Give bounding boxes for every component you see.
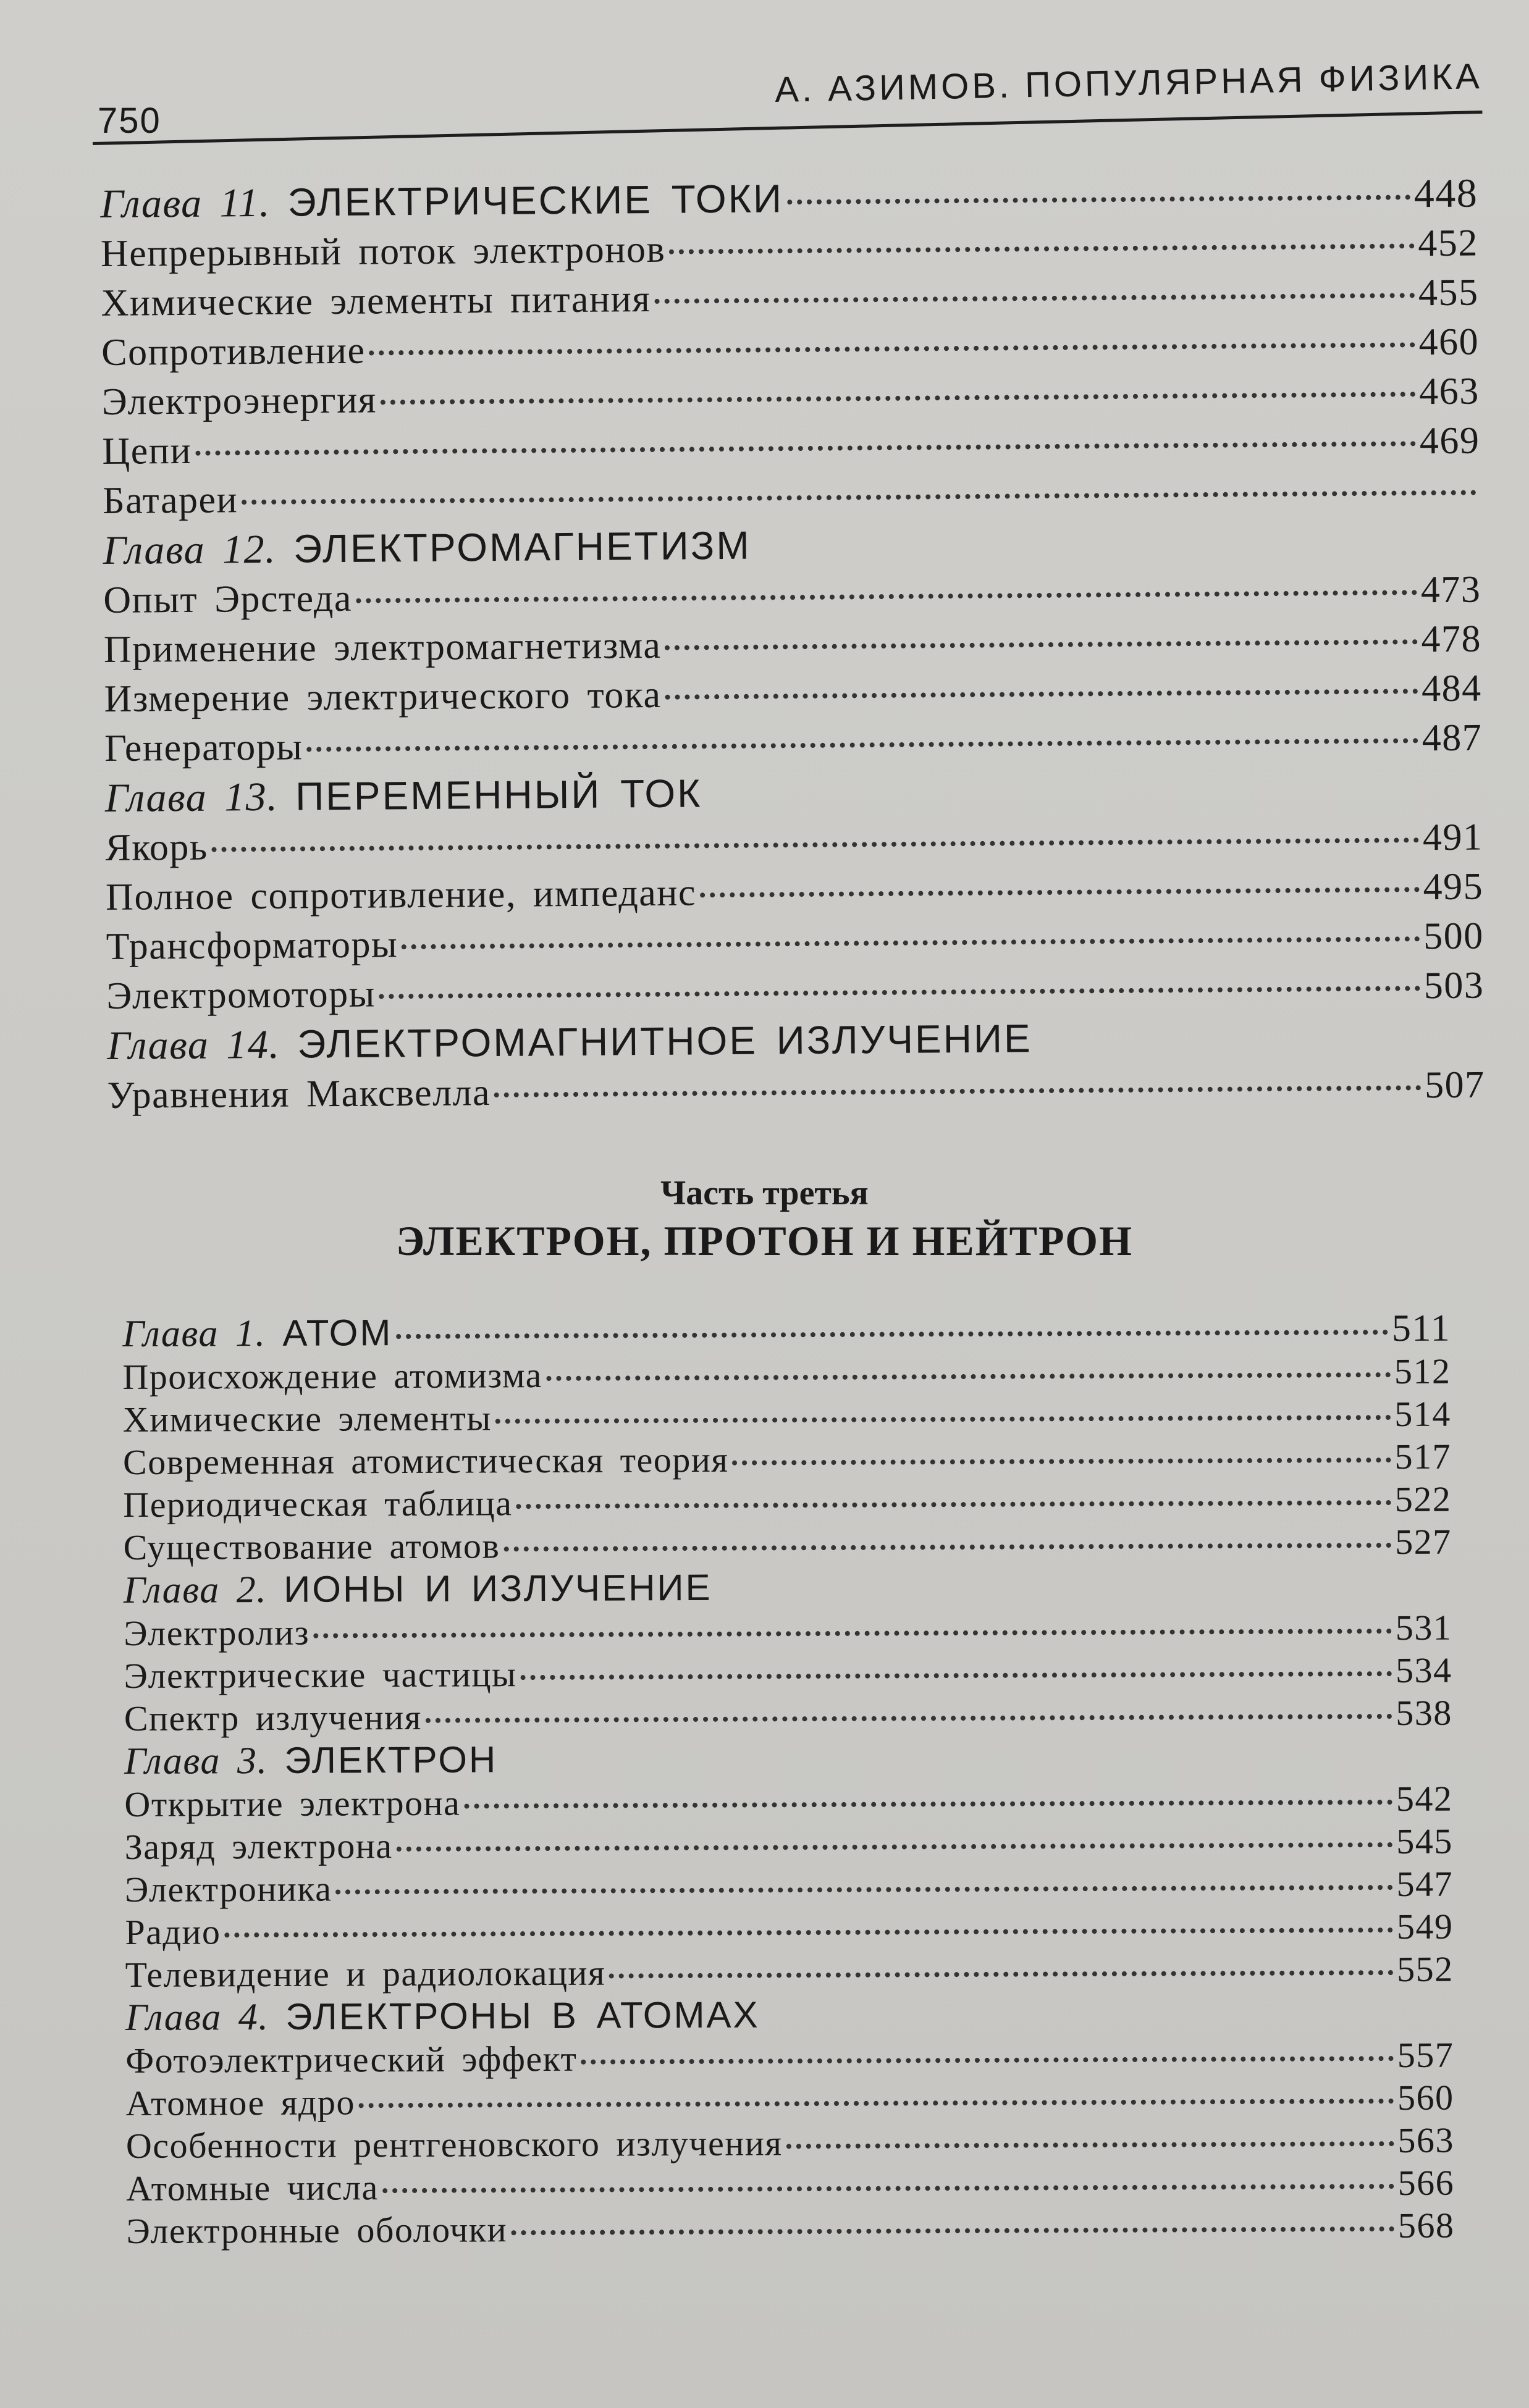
dot-leader <box>669 243 1414 254</box>
section-title: Полное сопротивление, импеданс <box>105 871 697 918</box>
part-title: ЭЛЕКТРОН, ПРОТОН И НЕЙТРОН <box>396 1217 1133 1264</box>
dot-leader <box>195 441 1416 456</box>
dot-leader <box>313 1629 1392 1638</box>
chapter-heading <box>122 1311 392 1356</box>
toc-section-entry <box>126 2162 1454 2210</box>
dot-leader <box>665 689 1418 700</box>
section-title: Применение электромагнетизма <box>103 624 662 671</box>
chapter-label: Глава 3. <box>124 1739 268 1782</box>
chapter-title: ЭЛЕКТРИЧЕСКИЕ ТОКИ <box>287 176 784 225</box>
toc-section-entry <box>126 2204 1454 2252</box>
page-ref: 511 <box>1391 1307 1451 1350</box>
section-title: Непрерывный поток электронов <box>100 228 666 275</box>
toc-chapter-entry <box>125 1991 1454 2039</box>
dot-leader <box>212 837 1419 852</box>
section-title: Трансформаторы <box>106 923 398 968</box>
book-title: А. АЗИМОВ. ПОПУЛЯРНАЯ ФИЗИКА <box>774 56 1483 110</box>
dot-leader <box>654 293 1415 304</box>
dot-leader <box>397 1842 1393 1852</box>
page-ref: 514 <box>1394 1393 1451 1435</box>
section-title: Электронные оболочки <box>126 2209 508 2251</box>
page-ref: 568 <box>1397 2205 1455 2246</box>
toc-section-entry <box>124 1777 1452 1826</box>
toc-chapter-entry <box>124 1734 1452 1783</box>
toc-section-entry <box>124 1521 1452 1569</box>
toc-section-entry <box>125 1905 1453 1953</box>
toc-section-entry <box>107 1060 1485 1120</box>
page-ref: 545 <box>1396 1821 1453 1862</box>
section-title: Телевидение и радиолокация <box>125 1952 606 1995</box>
page-ref: 522 <box>1394 1479 1452 1520</box>
chapter-heading <box>124 1738 497 1783</box>
toc-part-three <box>122 1307 1455 2252</box>
chapter-title: ПЕРЕМЕННЫЙ ТОК <box>295 771 702 819</box>
chapter-label: Глава 11. <box>100 180 271 227</box>
toc-chapter-entry <box>122 1307 1451 1356</box>
chapter-heading <box>125 1994 760 2039</box>
dot-leader <box>382 2184 1394 2193</box>
section-title: Якорь <box>105 826 208 869</box>
toc-chapter-entry <box>124 1563 1452 1612</box>
page-ref: 473 <box>1420 568 1481 611</box>
page-ref: 563 <box>1397 2120 1455 2161</box>
dot-leader <box>356 590 1417 603</box>
toc-section-entry <box>124 1606 1452 1655</box>
chapter-title: ЭЛЕКТРОН <box>284 1739 498 1781</box>
part-label: Часть третья <box>660 1174 869 1212</box>
chapter-label: Глава 2. <box>123 1568 267 1611</box>
page-ref: 507 <box>1424 1063 1485 1107</box>
section-title: Спектр излучения <box>124 1697 423 1739</box>
chapter-heading <box>103 521 751 576</box>
page-ref: 500 <box>1423 915 1484 958</box>
page-ref: 517 <box>1394 1436 1452 1477</box>
dot-leader <box>402 936 1420 949</box>
chapter-title: ЭЛЕКТРОМАГНИТНОЕ ИЗЛУЧЕНИЕ <box>297 1016 1032 1067</box>
dot-leader <box>581 2056 1393 2065</box>
dot-leader <box>503 1543 1391 1551</box>
section-title: Современная атомистическая теория <box>122 1439 729 1482</box>
section-title: Периодическая таблица <box>123 1483 513 1525</box>
page-ref: 512 <box>1394 1351 1451 1392</box>
page-ref: 531 <box>1395 1607 1452 1648</box>
section-title: Химические элементы питания <box>101 278 651 324</box>
dot-leader <box>464 1800 1392 1809</box>
dot-leader <box>700 887 1420 897</box>
dot-leader <box>733 1458 1391 1466</box>
page-ref: 491 <box>1422 816 1483 859</box>
page-ref: 549 <box>1396 1906 1454 1947</box>
page-ref: 527 <box>1394 1521 1452 1563</box>
section-title: Существование атомов <box>123 1525 500 1567</box>
page-ref: 566 <box>1397 2162 1455 2204</box>
section-title: Заряд электрона <box>124 1826 393 1867</box>
page-ref: 560 <box>1397 2077 1454 2118</box>
chapter-heading <box>100 174 783 229</box>
chapter-label: Глава 1. <box>122 1312 266 1355</box>
chapter-title: АТОМ <box>282 1312 393 1354</box>
page-ref: 469 <box>1419 419 1480 463</box>
page-ref: 503 <box>1423 964 1485 1007</box>
page-ref: 448 <box>1413 170 1478 217</box>
section-title: Электромоторы <box>106 973 376 1017</box>
chapter-title: ИОНЫ И ИЗЛУЧЕНИЕ <box>284 1566 712 1610</box>
section-title: Электроэнергия <box>101 379 377 423</box>
page-ref: 552 <box>1397 1949 1454 1990</box>
section-title: Электрические частицы <box>124 1654 517 1696</box>
toc-section-entry <box>123 1478 1451 1526</box>
section-title: Радио <box>125 1911 221 1952</box>
section-title: Измерение электрического тока <box>104 673 662 720</box>
chapter-heading <box>124 1566 712 1612</box>
toc-section-entry <box>125 2076 1454 2125</box>
page-ref: 478 <box>1421 618 1482 661</box>
dot-leader <box>359 2099 1394 2108</box>
dot-leader <box>516 1500 1391 1509</box>
dot-leader <box>494 1085 1421 1097</box>
page-ref: 455 <box>1418 271 1479 314</box>
toc-section-entry <box>124 1692 1452 1740</box>
toc-section-entry <box>125 1863 1453 1911</box>
dot-leader <box>396 1330 1388 1339</box>
toc-section-entry <box>126 2119 1454 2167</box>
page-ref: 463 <box>1419 370 1480 413</box>
dot-leader <box>495 1415 1391 1424</box>
section-title: Происхождение атомизма <box>122 1355 543 1397</box>
dot-leader <box>665 639 1417 650</box>
section-title: Открытие электрона <box>124 1782 461 1824</box>
page-ref: 487 <box>1422 716 1483 760</box>
section-title: Электроника <box>124 1868 332 1910</box>
page-ref: 452 <box>1418 222 1479 265</box>
dot-leader <box>520 1671 1392 1680</box>
header-rule <box>93 111 1483 145</box>
toc-section-entry <box>125 1820 1453 1868</box>
chapter-heading <box>107 1013 1032 1071</box>
dot-leader <box>335 1885 1392 1894</box>
page-ref: 484 <box>1421 667 1482 710</box>
dot-leader <box>511 2226 1394 2235</box>
chapter-title: ЭЛЕКТРОМАГНЕТИЗМ <box>293 522 751 571</box>
running-head <box>93 43 1483 148</box>
section-title: Уравнения Максвелла <box>107 1072 491 1117</box>
chapter-title: ЭЛЕКТРОНЫ В АТОМАХ <box>285 1994 760 2037</box>
section-title: Генераторы <box>104 726 303 770</box>
section-title: Особенности рентгеновского излучения <box>125 2123 783 2166</box>
page-ref: 460 <box>1418 321 1480 364</box>
section-title: Цепи <box>102 429 192 472</box>
page-ref: 557 <box>1397 2034 1454 2076</box>
toc-part-two-tail <box>100 168 1485 1120</box>
chapter-label: Глава 12. <box>103 526 277 573</box>
section-title: Атомные числа <box>126 2167 379 2209</box>
toc-section-entry <box>123 1435 1451 1483</box>
page-ref: 542 <box>1396 1778 1453 1819</box>
dot-leader <box>224 1928 1392 1937</box>
toc-section-entry <box>125 2034 1454 2082</box>
chapter-label: Глава 14. <box>106 1022 280 1068</box>
page-ref: 547 <box>1396 1863 1454 1905</box>
dot-leader <box>379 986 1420 999</box>
page-ref: 495 <box>1423 865 1484 908</box>
page-number: 750 <box>98 101 161 141</box>
section-title: Опыт Эрстеда <box>103 577 353 621</box>
section-title: Батареи <box>102 479 238 522</box>
section-title: Химические элементы <box>122 1398 492 1440</box>
toc-section-entry <box>123 1393 1451 1441</box>
dot-leader <box>306 738 1418 752</box>
dot-leader <box>426 1714 1392 1723</box>
chapter-label: Глава 4. <box>125 1995 269 2039</box>
toc-section-entry <box>124 1649 1452 1697</box>
dot-leader <box>546 1372 1391 1381</box>
section-title: Атомное ядро <box>125 2082 356 2123</box>
section-title: Электролиз <box>124 1612 310 1653</box>
toc-section-entry <box>125 1948 1454 1996</box>
dot-leader <box>786 2141 1394 2149</box>
section-title: Фотоэлектрический эффект <box>125 2038 578 2081</box>
dot-leader <box>787 195 1410 204</box>
section-title: Сопротивление <box>101 329 366 374</box>
page-ref: 534 <box>1395 1650 1452 1691</box>
dot-leader <box>369 342 1415 355</box>
page-ref: 538 <box>1396 1692 1452 1734</box>
dot-leader <box>242 490 1476 505</box>
chapter-heading <box>105 768 702 823</box>
dot-leader <box>381 392 1416 405</box>
chapter-label: Глава 13. <box>104 774 279 821</box>
dot-leader <box>609 1970 1393 1979</box>
toc-section-entry <box>122 1350 1451 1398</box>
